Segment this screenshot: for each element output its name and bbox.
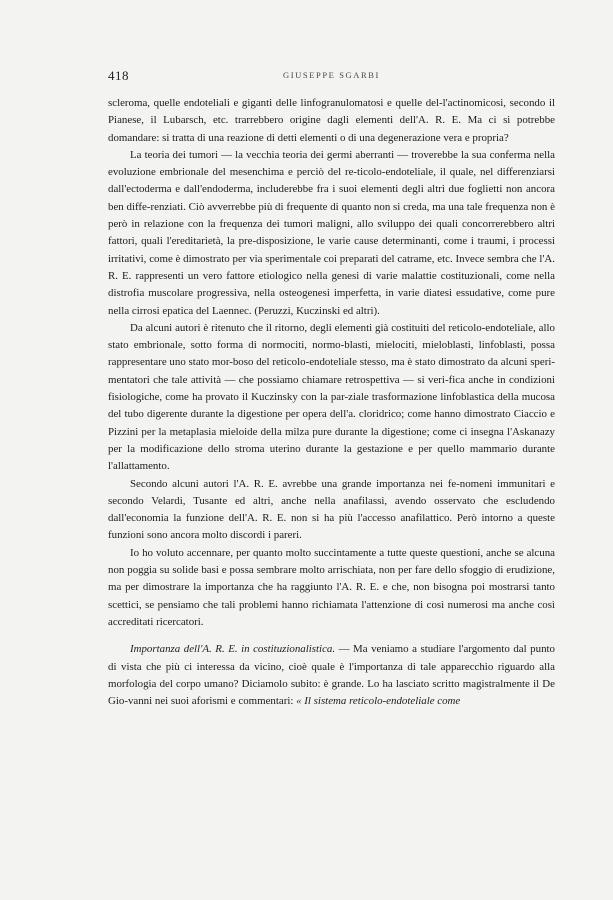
section-quote: « Il sistema reticolo-endoteliale come [296, 695, 461, 708]
page-number: 418 [108, 68, 129, 83]
paragraph-immunity: Secondo alcuni autori l'A. R. E. avrebbe una grande importanza nei fe-nomeni immunitari e secondo Velardi, Tusante ed altri, anche nella anafilassi, avendo osservato che escludendo dall'economia la funzione dell'A. R. E. non si ha più l'accesso anafilattico. Però intorno a queste funzioni sono ancora molto discordi i pareri. [108, 477, 555, 542]
paragraph-embryonic-return: Da alcuni autori è ritenuto che il ritorno, degli elementi già costituiti del reticolo-endoteliale, allo stato embrionale, sotto forma di normociti, normo-blasti, mielociti, mieloblasti, linfoblasti, possa rappresentare uno stato mor-boso del reticolo-endoteliale stesso, ma è stato dimostrato da alcuni speri-mentatori che tale attività — che possiamo chiamare retrospettiva — si veri-fica anche in condizioni fisiologiche, come ha provato il Kuczinsky con la par-ziale trasformazione linfoblastica della mucosa del tubo digerente durante la digestione per opera dell'a. cloridrico; come hanno dimostrato Ciaccio e Pizzini per la metaplasia mieloide della milza pure durante la digestione; come ci insegna l'Askanazy per la modificazione dello stroma uterino durante la gestazione e per quello mammario durante l'allattamento. [108, 321, 555, 473]
section-text: — Ma veniamo a studiare l'argomento dal punto di vista che più ci interessa da vicino, cioè quale è l'importanza di tale apparecchio riguardo alla morfologia del corpo umano? Diciamolo subito: è grande. Lo ha lasciato scritto magistralmente il De Gio-vanni nei suoi aforismi e commentari: [108, 643, 555, 708]
paragraph-continuation: scleroma, quelle endoteliali e giganti delle linfogranulomatosi e quelle del-l'actinomicosi, secondo il Pianese, il Lubarsch, etc. trarrebbero origine dagli elementi dell'A. R. E. Ma ci si potrebbe domandare: si tratta di una reazione di detti elementi o di una degenerazione vera e propria? [108, 97, 555, 144]
section-title: Importanza dell'A. R. E. in costituzionalistica. [130, 643, 336, 656]
running-head-author: GIUSEPPE SGARBI [283, 70, 380, 80]
page-header [108, 68, 555, 84]
body-text [108, 95, 555, 710]
section-paragraph [108, 641, 555, 710]
paragraph-author-note: Io ho voluto accennare, per quanto molto succintamente a tutte queste questioni, anche se alcuna non poggia su solide basi e possa sembrare molto arrischiata, non per fare dello sfoggio di erudizione, ma per dimostrare la importanza che ha raggiunto l'A. R. E. e che, non bisogna poi mostrarsi tanto scettici, se pensiamo che tali problemi hanno richiamata l'attenzione di così numerosi ma anche così accreditati ricercatori. [108, 546, 555, 628]
paragraph-tumor-theory: La teoria dei tumori — la vecchia teoria dei germi aberranti — troverebbe la sua conferma nella evoluzione embrionale del mesenchima e perciò del re-ticolo-endoteliale, il quale, nel differenziarsi dall'ectoderma e dall'endoderma, includerebbe fra i suoi elementi degli altri due foglietti non ancora ben diffe-renziati. Ciò avverrebbe più di frequente di quanto non si creda, ma una tale frequenza non è però in relazione con la frequenza dei tumori maligni, allo sviluppo dei quali concorrerebbero altri fattori, quali l'ereditarietà, la pre-disposizione, le varie cause determinanti, come i traumi, i processi irritativi, come è dimostrato per via sperimentale coi preparati del catrame, etc. Invece sembra che l'A. R. E. rappresenti un vero fattore etiologico nella genesi di varie malattie costituzionali, come nella distrofia muscolare progressiva, nella osteogenesi imperfetta, in varie diatesi essudative, come pure nella cirrosi epatica del Laennec. (Peruzzi, Kuczinski ed altri). [108, 148, 555, 317]
